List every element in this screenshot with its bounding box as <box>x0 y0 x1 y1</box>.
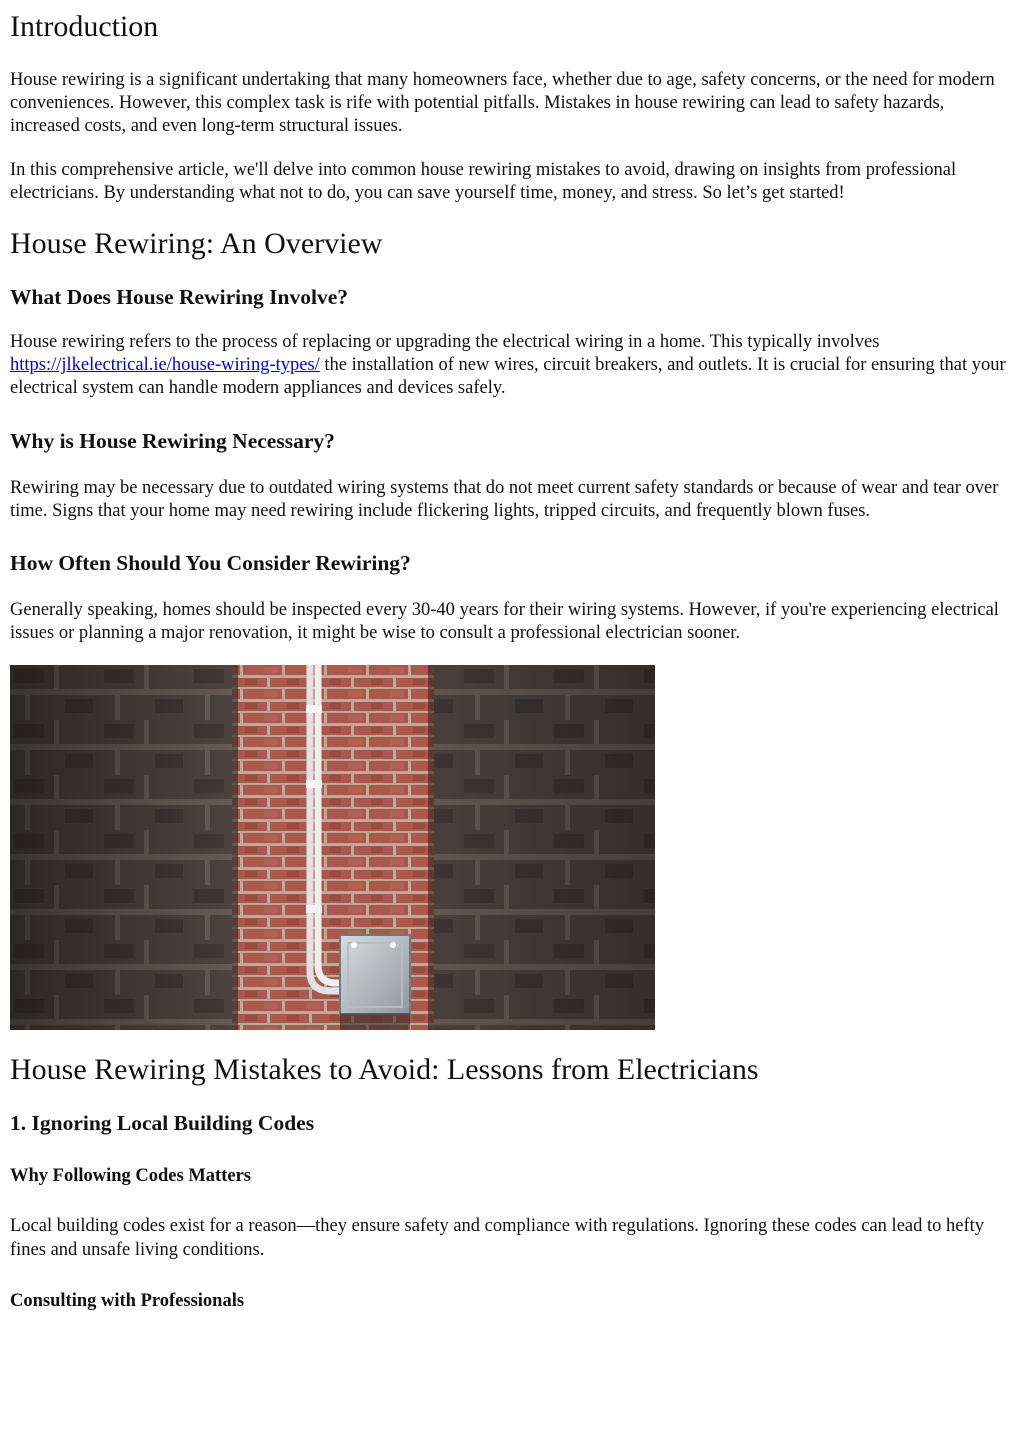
mistake-1-heading: 1. Ignoring Local Building Codes <box>10 1111 315 1136</box>
mistake-1-subheading-codes: Why Following Codes Matters <box>10 1166 251 1187</box>
overview-q1-text-after: the installation of new wires, circuit breakers, and outlets. It is crucial for ensuring that your electrical system can handle modern appliances and devices safely. <box>10 355 1006 399</box>
intro-heading: Introduction <box>10 10 159 43</box>
mistakes-heading: House Rewiring Mistakes to Avoid: Lessons from Electricians <box>10 1053 759 1087</box>
article-photo-container <box>10 665 1014 1030</box>
overview-q1-paragraph <box>10 331 1014 401</box>
rewiring-photo <box>10 665 655 1030</box>
intro-paragraph-2: In this comprehensive article, we'll delve into common house rewiring mistakes to avoid, drawing on insights from professional electricians. By understanding what not to do, you can save yourself time, money, and stress. So let’s get started! <box>10 159 957 203</box>
intro-paragraph-1: House rewiring is a significant undertaking that many homeowners face, whether due to age, safety concerns, or the need for modern conveniences. However, this complex task is rife with potential pitfalls. Mistakes in house rewiring can lead to safety hazards, increased costs, and even long-term structural issues. <box>10 70 995 137</box>
overview-q1-heading: What Does House Rewiring Involve? <box>10 285 349 310</box>
mistake-1-codes-paragraph: Local building codes exist for a reason—they ensure safety and compliance with regulations. Ignoring these codes can lead to hefty fines and unsafe living conditions. <box>10 1216 985 1260</box>
mistake-1-subheading-professionals: Consulting with Professionals <box>10 1290 245 1311</box>
overview-q3-paragraph: Generally speaking, homes should be inspected every 30-40 years for their wiring systems. However, if you're experiencing electrical issues or planning a major renovation, it might be wise to consult a professional electrician sooner. <box>10 600 999 644</box>
overview-q2-paragraph: Rewiring may be necessary due to outdated wiring systems that do not meet current safety standards or because of wear and tear over time. Signs that your home may need rewiring include flickering lights, tripped circuits, and frequently blown fuses. <box>10 477 999 521</box>
article <box>0 10 1024 1312</box>
house-wiring-types-link[interactable]: https://jlkelectrical.ie/house-wiring-types/ <box>10 355 320 376</box>
overview-heading: House Rewiring: An Overview <box>10 227 383 261</box>
overview-q1-text-before: House rewiring refers to the process of replacing or upgrading the electrical wiring in a home. This typically involves <box>10 332 880 353</box>
overview-q3-heading: How Often Should You Consider Rewiring? <box>10 551 411 576</box>
overview-q2-heading: Why is House Rewiring Necessary? <box>10 428 335 453</box>
